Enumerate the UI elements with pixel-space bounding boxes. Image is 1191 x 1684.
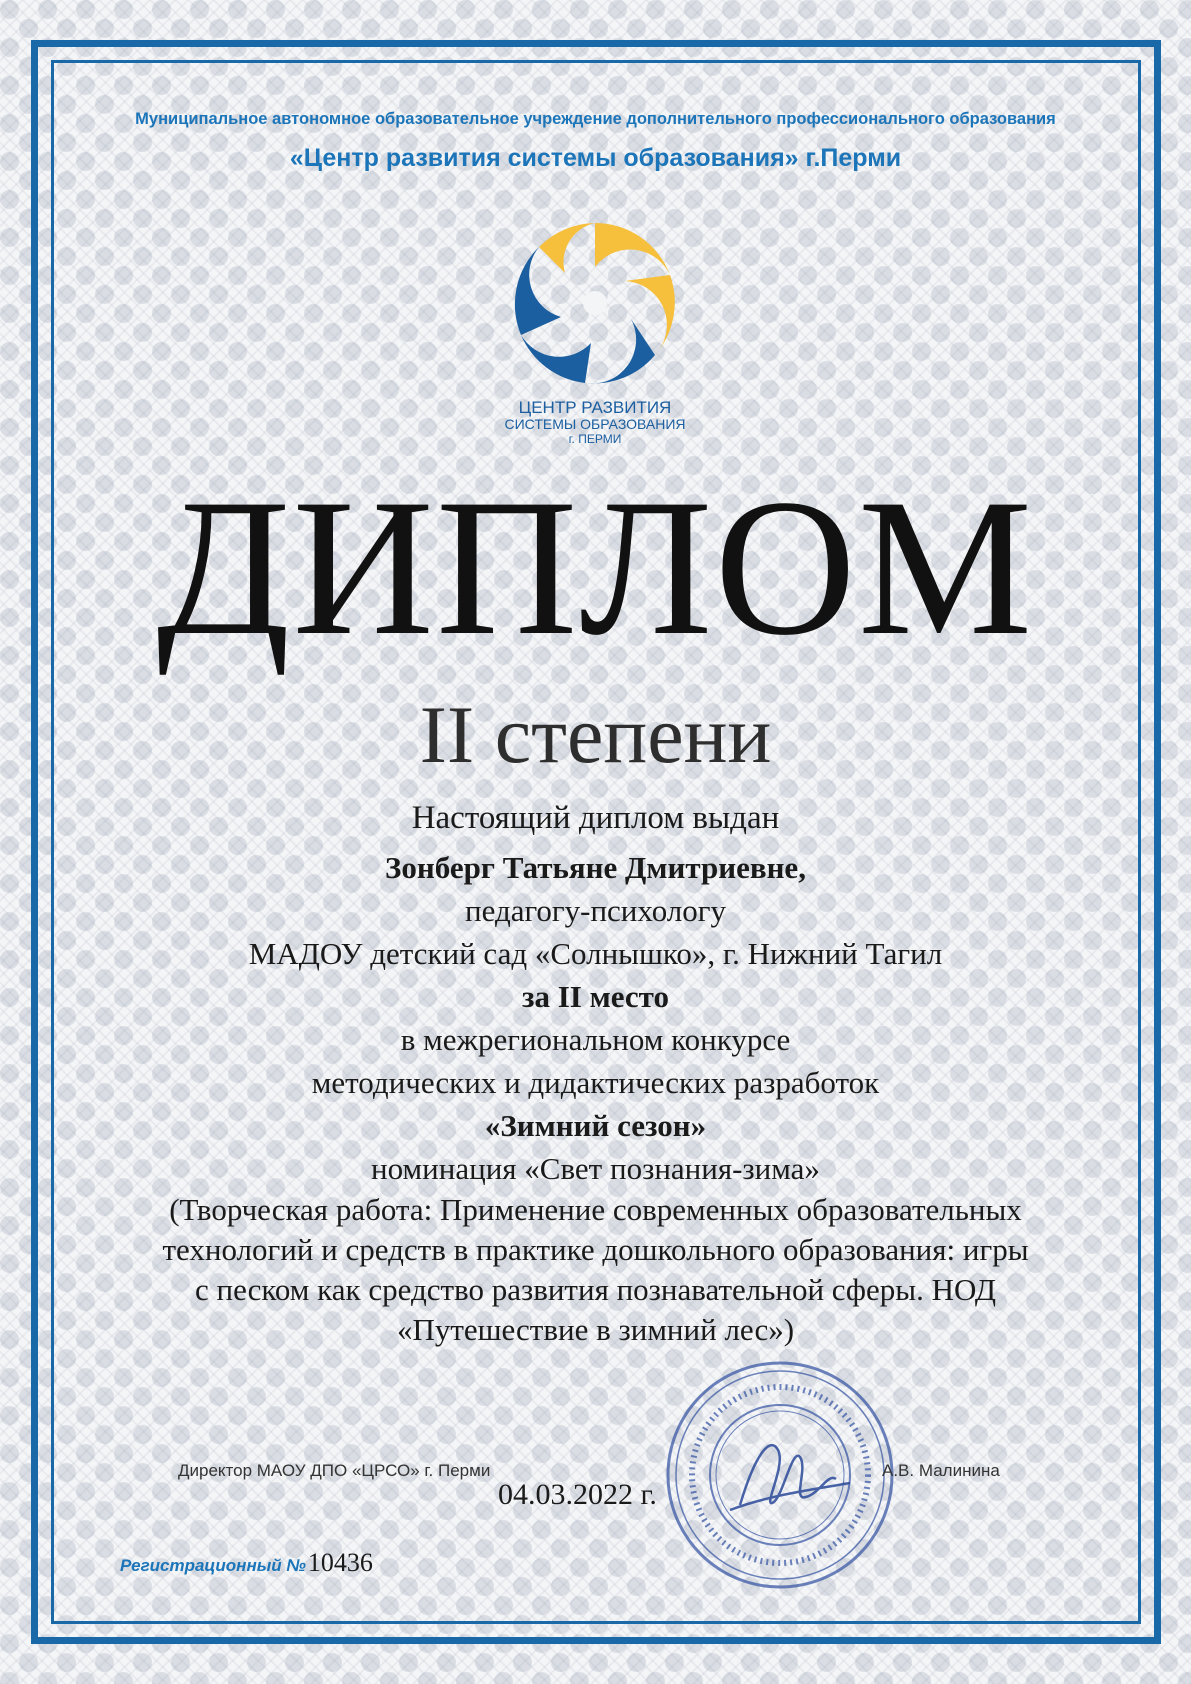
contest-line-2: методических и дидактических разработок xyxy=(311,1065,880,1100)
director-name: А.В. Малинина xyxy=(882,1461,1000,1480)
registration-label: Регистрационный № xyxy=(120,1556,306,1575)
signature-scribble-icon xyxy=(730,1445,850,1510)
logo-text-line1: ЦЕНТР РАЗВИТИЯ xyxy=(518,398,672,417)
director-label: Директор МАОУ ДПО «ЦРСО» г. Перми xyxy=(178,1461,491,1480)
logo-text-line2: СИСТЕМЫ ОБРАЗОВАНИЯ xyxy=(504,416,686,432)
registration-number: 10436 xyxy=(307,1548,373,1577)
work-description-line-2: технологий и средств в практике дошкольного образования: игры xyxy=(162,1232,1029,1267)
recipient-institution: МАДОУ детский сад «Солнышко», г. Нижний Тагил xyxy=(248,936,943,971)
diploma-degree: II степени xyxy=(419,689,772,780)
contest-name: «Зимний сезон» xyxy=(484,1108,707,1143)
award-place: за II место xyxy=(522,979,669,1014)
diploma-title: ДИПЛОМ xyxy=(156,459,1035,676)
registration xyxy=(120,1548,373,1578)
organization-short-name: «Центр развития системы образования» г.Перми xyxy=(289,144,902,172)
nomination: номинация «Свет познания-зима» xyxy=(371,1151,820,1186)
official-stamp xyxy=(660,1355,900,1595)
center-logo xyxy=(500,213,690,453)
issue-date: 04.03.2022 г. xyxy=(498,1478,657,1511)
swirl-emblem-icon xyxy=(515,223,675,384)
contest-line-1: в межрегиональном конкурсе xyxy=(400,1022,791,1057)
recipient-name: Зонберг Татьяне Дмитриевне, xyxy=(385,850,806,885)
recipient-position: педагогу-психологу xyxy=(465,893,726,928)
issued-to-text: Настоящий диплом выдан xyxy=(411,800,780,836)
work-description-line-3: с песком как средство развития познавательной сферы. НОД xyxy=(195,1272,996,1307)
diploma-body xyxy=(70,800,1121,1350)
work-description-line-1: (Творческая работа: Применение современных образовательных xyxy=(169,1192,1022,1227)
organization-full-name: Муниципальное автономное образовательное учреждение дополнительного профессионального образования xyxy=(135,110,1056,128)
logo-text-line3: г. ПЕРМИ xyxy=(568,432,622,446)
work-description-line-4: «Путешествие в зимний лес») xyxy=(396,1312,795,1347)
